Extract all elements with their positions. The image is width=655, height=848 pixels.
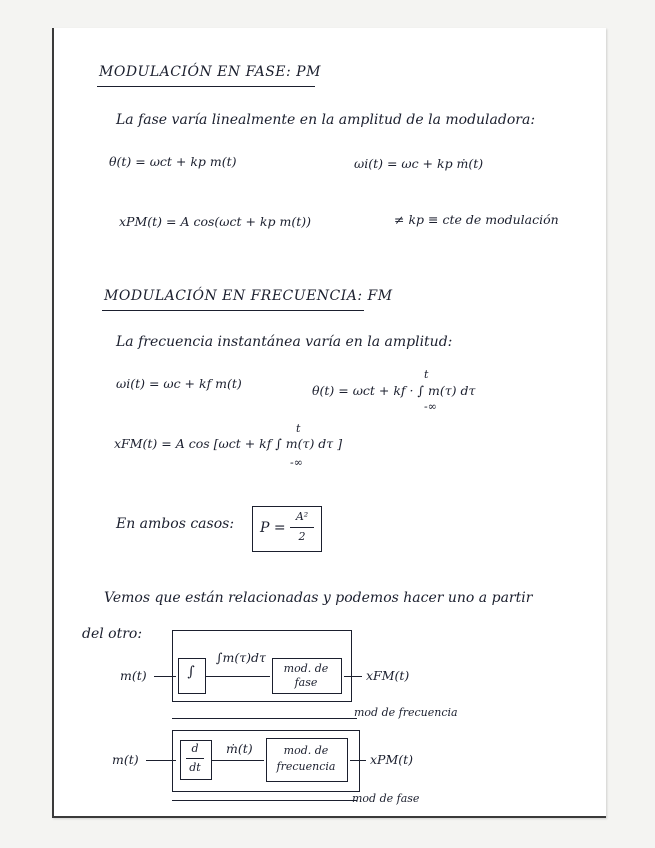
diagram1-input-arrow (154, 676, 176, 677)
diagram2-caption: mod de fase (352, 792, 420, 805)
pm-signal-equation: xPM(t) = A cos(ωct + kp m(t)) (119, 214, 311, 229)
diagram2-derivative-denominator: dt (189, 761, 201, 774)
fm-signal-upper-limit: t (296, 422, 301, 435)
diagram1-caption-line (172, 718, 357, 719)
diagram2-caption-line (172, 800, 357, 801)
diagram1-middle-arrow (206, 676, 270, 677)
fm-phase-lower-limit: -∞ (424, 400, 437, 413)
diagram2-block-line-1: mod. de (283, 744, 329, 757)
diagram1-caption: mod de frecuencia (354, 706, 458, 719)
diagram2-derivative-bar (186, 758, 204, 759)
diagram2-middle-arrow (212, 760, 264, 761)
fm-heading-underline (102, 310, 364, 311)
power-formula-left: P = (260, 520, 286, 536)
diagram2-output: xPM(t) (370, 752, 414, 767)
fm-phase-equation: θ(t) = ωct + kf · ∫ m(τ) dτ (312, 383, 476, 398)
diagram2-derivative-numerator: d (191, 742, 199, 755)
diagram2-block-line-2: frecuencia (276, 760, 336, 773)
diagram1-output-arrow (344, 676, 362, 677)
diagram2-arrow-label: ṁ(t) (226, 741, 253, 756)
diagram2-output-arrow (350, 760, 366, 761)
diagram1-input: m(t) (120, 668, 147, 683)
fm-signal-lower-limit: -∞ (290, 456, 303, 469)
notebook-page (52, 28, 606, 818)
diagram2-input-arrow (146, 760, 176, 761)
relation-line-2: del otro: (82, 626, 143, 642)
fm-heading: MODULACIÓN EN FRECUENCIA: FM (104, 288, 393, 304)
fm-signal-equation: xFM(t) = A cos [ωct + kf ∫ m(τ) dτ ] (114, 436, 343, 451)
pm-description: La fase varía linealmente en la amplitud de la moduladora: (116, 112, 536, 128)
fm-description: La frecuencia instantánea varía en la amplitud: (116, 334, 453, 350)
diagram1-block-line-1: mod. de (283, 662, 329, 675)
fm-phase-upper-limit: t (424, 368, 429, 381)
diagram1-integrator-symbol: ∫ (187, 664, 195, 680)
pm-heading-underline (97, 86, 315, 87)
pm-constant-note: ≠ kp ≡ cte de modulación (394, 212, 559, 227)
pm-frequency-equation: ωi(t) = ωc + kp ṁ(t) (354, 156, 484, 171)
diagram1-block-line-2: fase (294, 676, 318, 689)
pm-heading: MODULACIÓN EN FASE: PM (99, 64, 321, 80)
relation-line-1: Vemos que están relacionadas y podemos hacer uno a partir (104, 590, 533, 606)
diagram1-arrow-label: ∫m(τ)dτ (216, 650, 266, 665)
power-fraction-bar (290, 527, 314, 528)
power-numerator: A² (295, 510, 309, 523)
diagram1-output: xFM(t) (366, 668, 410, 683)
pm-phase-equation: θ(t) = ωct + kp m(t) (109, 154, 237, 169)
power-denominator: 2 (298, 530, 306, 543)
power-label: En ambos casos: (116, 516, 235, 532)
fm-frequency-equation: ωi(t) = ωc + kf m(t) (116, 376, 242, 391)
diagram2-input: m(t) (112, 752, 139, 767)
